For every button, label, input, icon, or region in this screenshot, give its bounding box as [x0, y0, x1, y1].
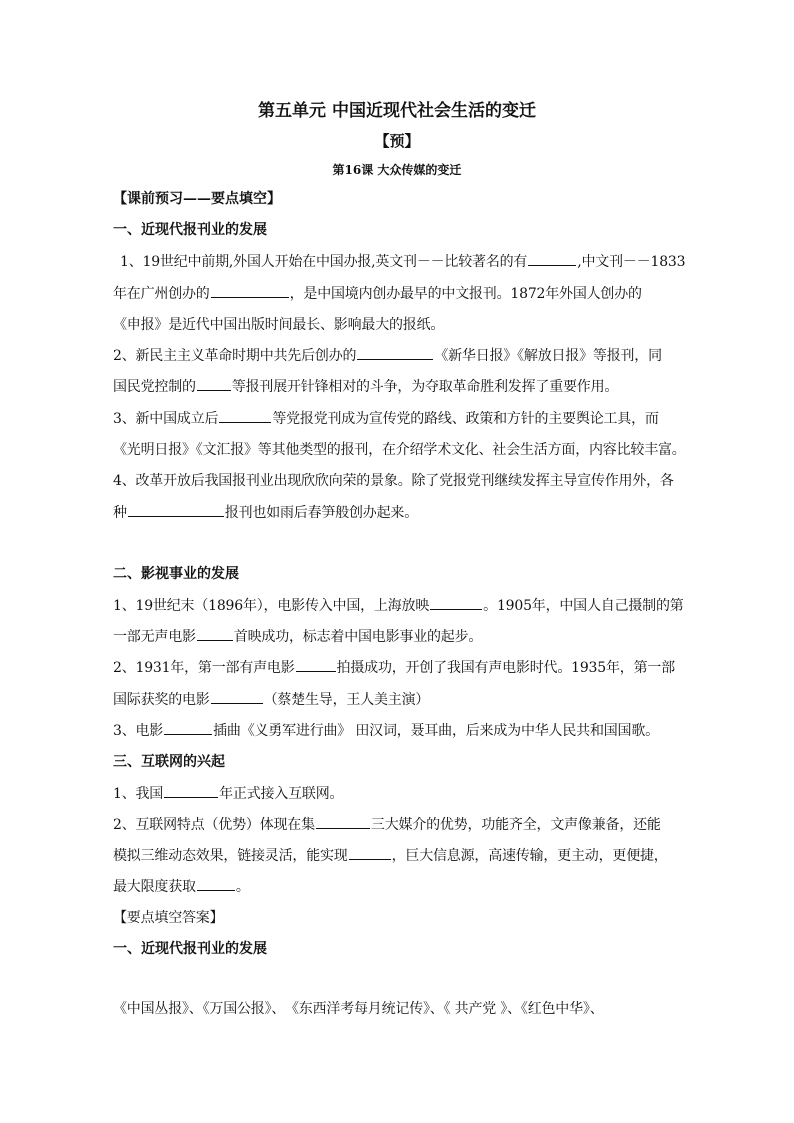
fill-blank[interactable] [219, 410, 271, 423]
text: 1、19世纪末（1896年），电影传入中国，上海放映 [113, 598, 430, 614]
answers-section1-heading: 一、近现代报刊业的发展 [113, 941, 267, 957]
text: 国民党控制的 [113, 379, 196, 395]
fill-blank[interactable] [128, 504, 224, 517]
text: （蔡楚生导，王人美主演） [263, 692, 430, 708]
fill-blank[interactable] [349, 847, 391, 860]
text: 国际获奖的电影 [113, 692, 210, 708]
text: 3、电影 [113, 723, 164, 739]
section1-heading: 一、近现代报刊业的发展 [113, 222, 267, 238]
answers-line1: 《中国丛报》、《万国公报》、 《东西洋考每月统记传》、《 共产党 》、《红色中华》、 [113, 1001, 604, 1017]
fill-blank[interactable] [211, 691, 263, 704]
text: 年正式接入互联网。 [219, 786, 344, 802]
fill-blank[interactable] [430, 597, 482, 610]
answers-header: 【要点填空答案】 [113, 910, 224, 926]
s1-item1-line1 [120, 251, 690, 271]
text: 《新华日报》《解放日报》等报刊，同 [434, 348, 662, 364]
section2-heading: 二、影视事业的发展 [113, 566, 239, 582]
text: 2、新民主主义革命时期中共先后创办的 [113, 348, 357, 364]
s1-item3-line2: 《光明日报》《文汇报》等其他类型的报刊，在介绍学术文化、社会生活方面，内容比较丰富。 [113, 442, 686, 458]
s1-item1-line3: 《申报》是近代中国出版时间最长、影响最大的报纸。 [113, 317, 445, 333]
s2-item2-line1 [113, 657, 683, 677]
fill-blank[interactable] [197, 628, 233, 641]
s1-item4-line1: 4、改革开放后我国报刊业出现欣欣向荣的景象。除了党报党刊继续发挥主导宣传作用外，各 [113, 473, 674, 489]
fill-blank[interactable] [528, 253, 576, 266]
s3-item2-line2 [113, 845, 683, 865]
preview-subtitle: 【预】 [374, 132, 420, 150]
text: 三大媒介的优势，功能齐全，文声像兼备，还能 [370, 817, 661, 833]
text: 等报刊展开针锋相对的斗争，为夺取革命胜利发挥了重要作用。 [231, 379, 619, 395]
section3-heading: 三、互联网的兴起 [113, 754, 225, 770]
text: 一部无声电影 [113, 629, 196, 645]
s3-item2-line3 [113, 876, 683, 896]
s1-item4-line2 [113, 502, 683, 522]
text: 2、互联网特点（优势）体现在集 [113, 817, 315, 833]
text: 。1905年，中国人自己摄制的第 [483, 598, 684, 614]
fill-blank[interactable] [164, 785, 218, 798]
text: 2、1931年，第一部有声电影 [113, 660, 295, 676]
text: 。 [235, 879, 250, 895]
fill-blank[interactable] [316, 816, 370, 829]
s1-item2-line1 [113, 345, 683, 365]
text: 1、19世纪中前期,外国人开始在中国办报,英文刊－－比较著名的有 [120, 254, 528, 270]
unit-title: 第五单元 中国近现代社会生活的变迁 [258, 101, 536, 121]
text: 年在广州创办的 [113, 286, 210, 302]
s2-item2-line2 [113, 689, 683, 709]
text: 最大限度获取 [113, 879, 196, 895]
text: ,中文刊－－1833 [577, 254, 686, 270]
s2-item1-line1 [113, 595, 683, 615]
s1-item1-line2 [113, 283, 683, 303]
fill-blank[interactable] [197, 878, 235, 891]
s2-item3-line1 [113, 720, 683, 740]
text: 等党报党刊成为宣传党的路线、政策和方针的主要舆论工具，而 [272, 411, 659, 427]
text: 3、新中国成立后 [113, 411, 219, 427]
fill-blank[interactable] [357, 347, 433, 360]
s3-item2-line1 [113, 814, 683, 834]
text: 1、我国 [113, 786, 164, 802]
text: ，是中国境内创办最早的中文报刊。1872年外国人创办的 [289, 286, 642, 302]
text: ，巨大信息源，高速传输，更主动，更便捷， [391, 848, 668, 864]
text: 模拟三维动态效果，链接灵活，能实现 [113, 848, 348, 864]
s2-item1-line2 [113, 626, 683, 646]
s1-item3-line1 [113, 408, 683, 428]
s1-item2-line2 [113, 376, 683, 396]
text: 种 [113, 505, 127, 521]
preview-header: 【课前预习——要点填空】 [113, 191, 281, 207]
s3-item1-line1 [113, 783, 683, 803]
text: 插曲《义勇军进行曲》 田汉词，聂耳曲，后来成为中华人民共和国国歌。 [213, 723, 659, 739]
lesson-title: 第16课 大众传媒的变迁 [332, 163, 462, 177]
text: 报刊也如雨后春笋般创办起来。 [224, 505, 419, 521]
text: 拍摄成功，开创了我国有声电影时代。1935年，第一部 [336, 660, 675, 676]
fill-blank[interactable] [164, 722, 212, 735]
text: 首映成功，标志着中国电影事业的起步。 [233, 629, 483, 645]
fill-blank[interactable] [197, 378, 231, 391]
fill-blank[interactable] [296, 659, 336, 672]
fill-blank[interactable] [211, 285, 289, 298]
